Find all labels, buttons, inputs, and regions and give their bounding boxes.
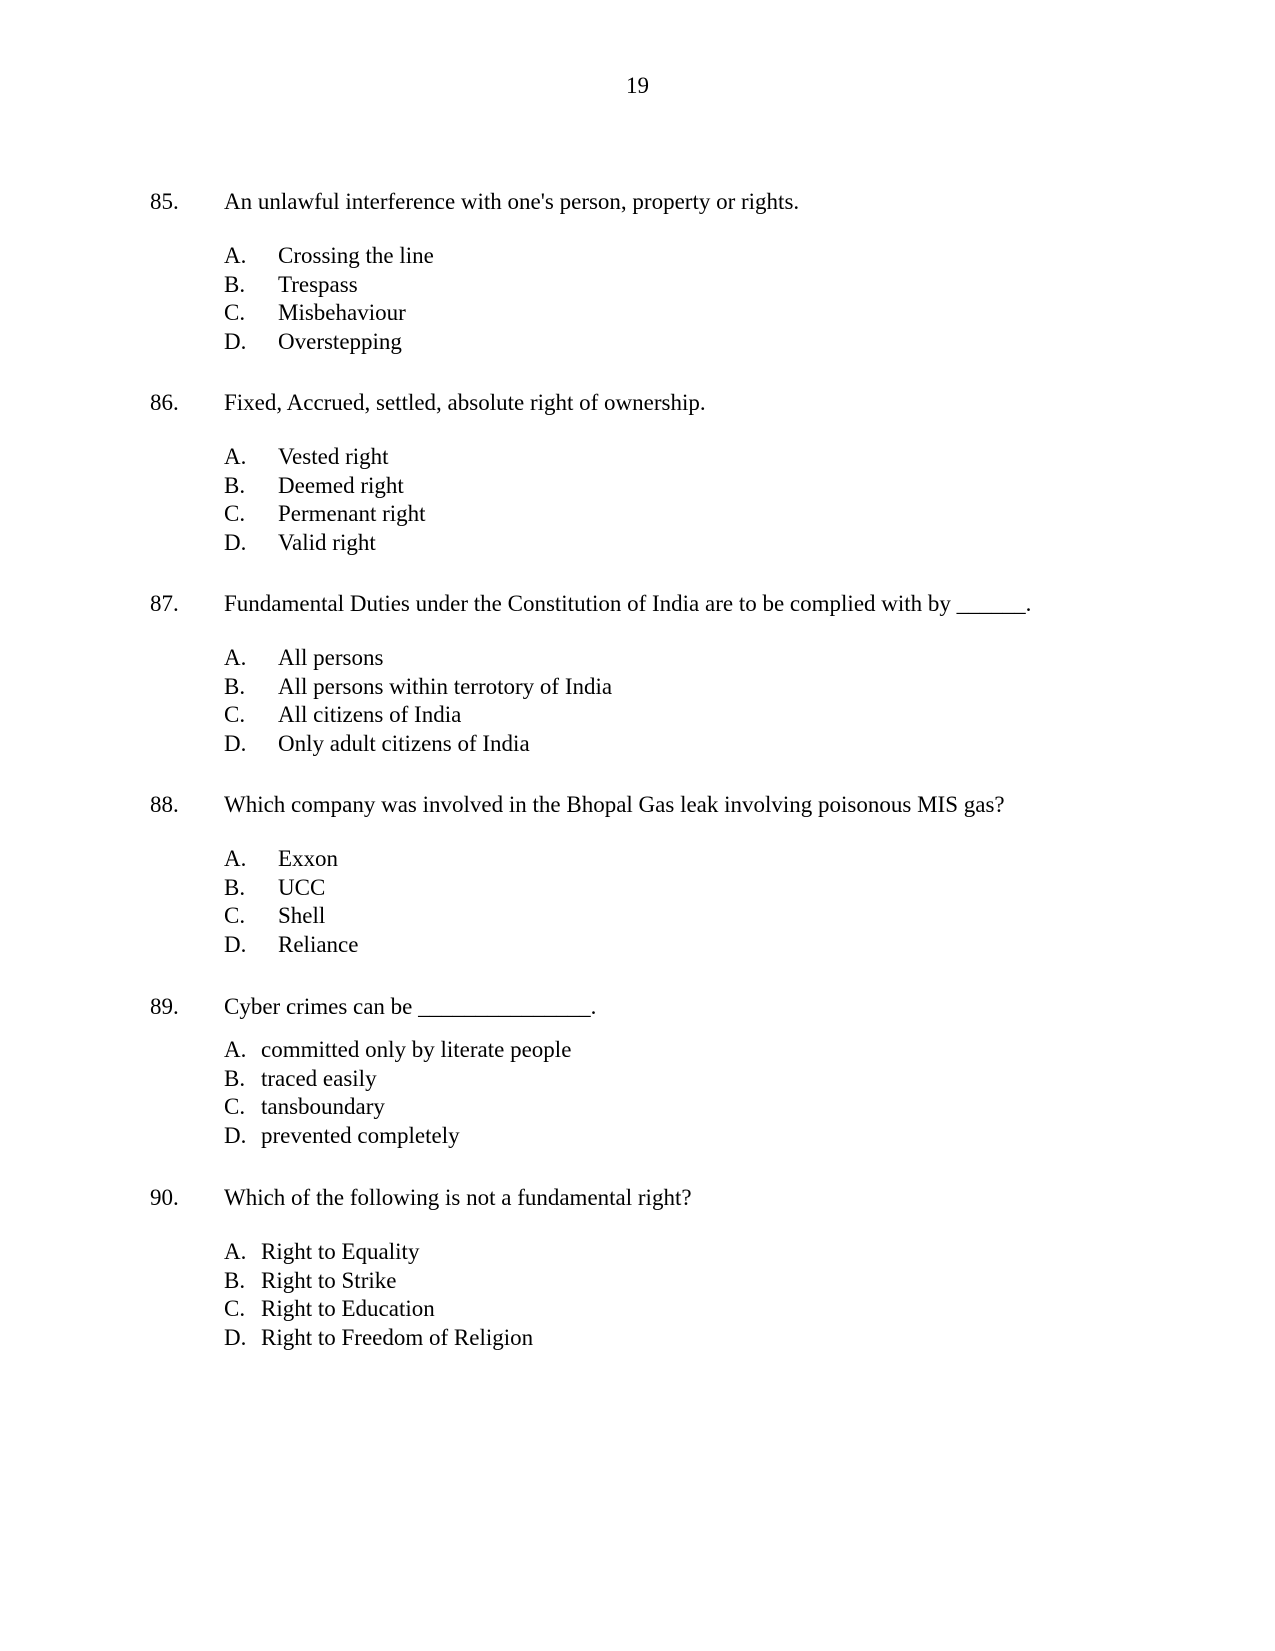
- option-letter: D.: [224, 530, 247, 556]
- option-text: Overstepping: [278, 329, 402, 355]
- option-letter: C.: [224, 1296, 246, 1322]
- option-text: committed only by literate people: [261, 1037, 572, 1062]
- option-text: All citizens of India: [278, 702, 462, 728]
- question-87: [150, 590, 1160, 759]
- question-number: 90.: [150, 1185, 179, 1210]
- option-letter: B.: [224, 1267, 246, 1293]
- option-c: [224, 1295, 1160, 1324]
- option-letter: B.: [224, 673, 246, 699]
- option-a: [224, 644, 1160, 673]
- question-stem: [150, 791, 1160, 819]
- question-text: Fixed, Accrued, settled, absolute right of ownership.: [224, 390, 706, 415]
- option-letter: A.: [224, 243, 247, 268]
- option-b: [224, 874, 1160, 903]
- option-d: [224, 529, 1160, 558]
- question-number: 86.: [150, 390, 179, 415]
- option-a: [224, 845, 1160, 874]
- option-text: tansboundary: [261, 1094, 385, 1120]
- option-text: Deemed right: [278, 472, 404, 498]
- option-letter: D.: [224, 932, 247, 958]
- option-text: prevented completely: [261, 1123, 460, 1149]
- option-text: Exxon: [278, 846, 339, 871]
- option-c: [224, 1093, 1160, 1122]
- question-text: Which of the following is not a fundamental right?: [224, 1185, 692, 1210]
- option-text: Reliance: [278, 932, 359, 958]
- option-text: Vested right: [278, 444, 389, 469]
- question-stem: [150, 590, 1160, 618]
- option-a: [224, 1238, 1160, 1267]
- option-text: Shell: [278, 903, 326, 929]
- options-list: [224, 443, 1160, 558]
- option-a: [224, 443, 1160, 472]
- option-text: Right to Education: [261, 1296, 435, 1322]
- option-text: All persons: [278, 645, 384, 670]
- option-letter: C.: [224, 1094, 246, 1120]
- option-text: Misbehaviour: [278, 300, 406, 326]
- option-letter: C.: [224, 903, 246, 929]
- question-stem: [150, 993, 1160, 1021]
- option-d: [224, 328, 1160, 357]
- option-c: [224, 299, 1160, 328]
- question-number: 87.: [150, 591, 179, 616]
- question-86: [150, 389, 1160, 558]
- question-text: Which company was involved in the Bhopal Gas leak involving poisonous MIS gas?: [224, 792, 1005, 817]
- option-text: UCC: [278, 874, 326, 900]
- option-b: [224, 1065, 1160, 1094]
- option-letter: C.: [224, 300, 246, 326]
- option-a: [224, 1036, 1160, 1065]
- options-list: [224, 644, 1160, 759]
- option-text: Permenant right: [278, 501, 426, 527]
- question-number: 88.: [150, 792, 179, 817]
- options-list: [224, 1238, 1160, 1353]
- question-85: [150, 188, 1160, 357]
- option-b: [224, 673, 1160, 702]
- option-text: Right to Freedom of Religion: [261, 1325, 534, 1351]
- option-letter: C.: [224, 702, 246, 728]
- option-letter: D.: [224, 329, 247, 355]
- page-number: 19: [626, 73, 649, 98]
- option-letter: A.: [224, 846, 247, 871]
- question-number: 85.: [150, 189, 179, 214]
- question-stem: [150, 389, 1160, 417]
- option-d: [224, 730, 1160, 759]
- option-letter: A.: [224, 1239, 247, 1264]
- option-c: [224, 500, 1160, 529]
- question-88: [150, 791, 1160, 960]
- option-letter: B.: [224, 874, 246, 900]
- option-b: [224, 271, 1160, 300]
- option-text: Valid right: [278, 530, 376, 556]
- question-89: [150, 993, 1160, 1151]
- option-text: Right to Equality: [261, 1239, 420, 1264]
- option-text: Trespass: [278, 271, 358, 297]
- question-number: 89.: [150, 994, 179, 1019]
- option-b: [224, 1267, 1160, 1296]
- option-text: traced easily: [261, 1065, 377, 1091]
- options-list: [224, 1036, 1160, 1151]
- option-d: [224, 1122, 1160, 1151]
- option-text: All persons within terrotory of India: [278, 673, 613, 699]
- option-letter: A.: [224, 1037, 247, 1062]
- option-letter: D.: [224, 731, 247, 757]
- question-90: [150, 1184, 1160, 1353]
- question-stem: [150, 1184, 1160, 1212]
- option-d: [224, 1324, 1160, 1353]
- option-letter: B.: [224, 1065, 246, 1091]
- question-text: Cyber crimes can be _______________.: [224, 994, 597, 1019]
- options-list: [224, 242, 1160, 357]
- option-a: [224, 242, 1160, 271]
- option-text: Only adult citizens of India: [278, 731, 530, 757]
- option-letter: B.: [224, 472, 246, 498]
- option-letter: C.: [224, 501, 246, 527]
- option-c: [224, 902, 1160, 931]
- option-text: Right to Strike: [261, 1267, 397, 1293]
- question-text: An unlawful interference with one's person, property or rights.: [224, 189, 800, 214]
- option-letter: D.: [224, 1123, 247, 1149]
- question-text: Fundamental Duties under the Constitution of India are to be complied with by ______.: [224, 591, 1032, 616]
- option-c: [224, 701, 1160, 730]
- option-text: Crossing the line: [278, 243, 434, 268]
- options-list: [224, 845, 1160, 960]
- question-stem: [150, 188, 1160, 216]
- option-letter: B.: [224, 271, 246, 297]
- option-d: [224, 931, 1160, 960]
- option-b: [224, 472, 1160, 501]
- option-letter: A.: [224, 645, 247, 670]
- option-letter: A.: [224, 444, 247, 469]
- option-letter: D.: [224, 1325, 247, 1351]
